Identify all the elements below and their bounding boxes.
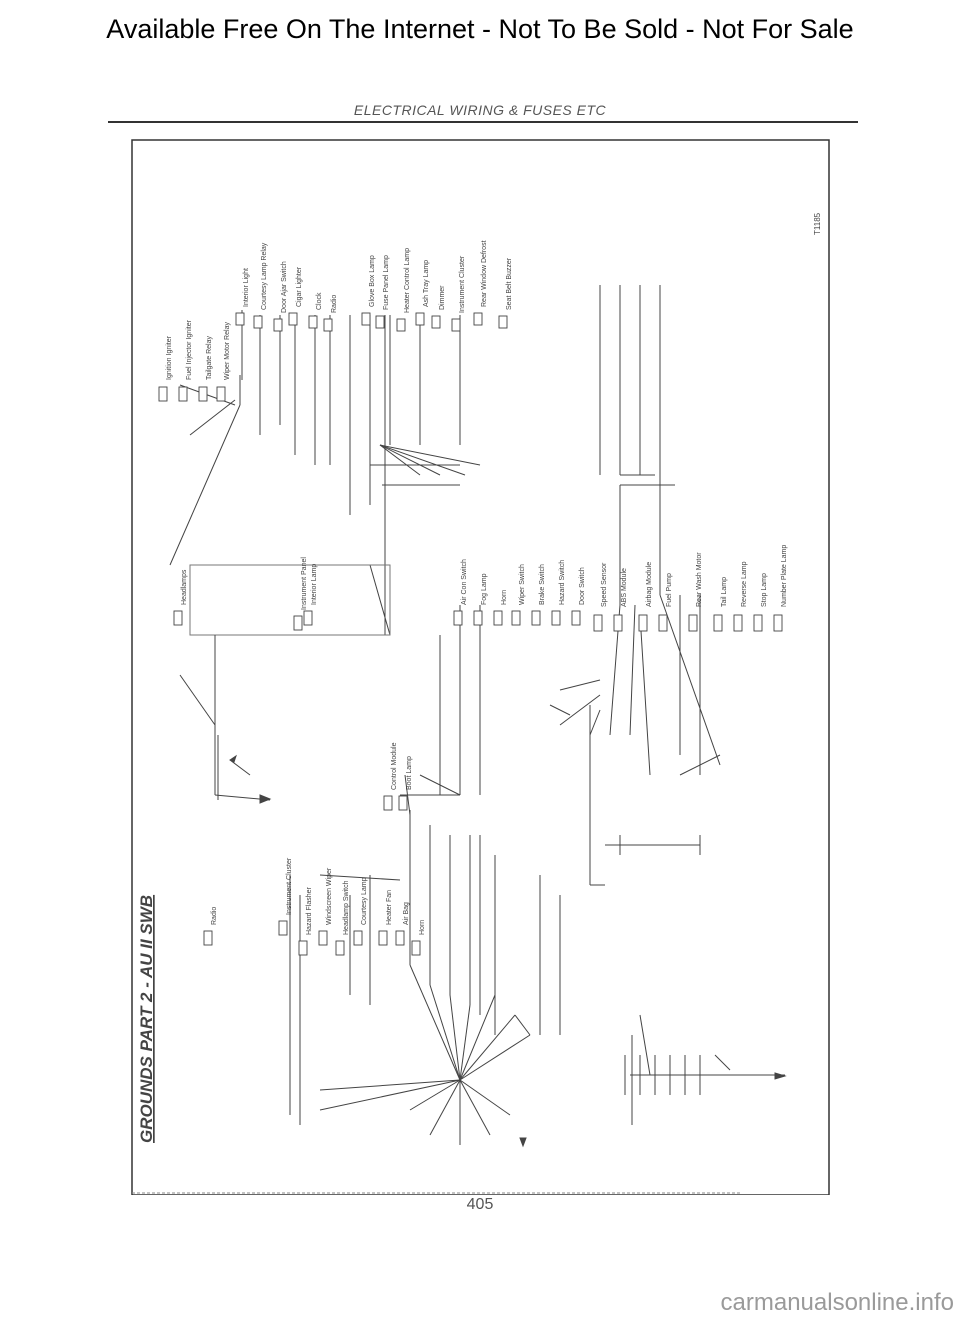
label-upper-1: Courtesy Lamp Relay (261, 242, 268, 310)
connector-center-5 (454, 611, 462, 625)
label-left-4: Headlamp Switch (343, 880, 350, 935)
label-top-2: Tailgate Relay (206, 336, 213, 380)
connector-lower-0 (594, 615, 602, 631)
connector-center-10 (552, 611, 560, 625)
label-lower-1: ABS Module (621, 568, 628, 607)
label-top-3: Wiper Motor Relay (224, 322, 231, 380)
label-center-3: Control Module (391, 742, 398, 790)
label-lower-3: Fuel Pump (666, 573, 673, 607)
connector-top-1 (179, 387, 187, 401)
connector-center-4 (399, 796, 407, 810)
connector-left-4 (336, 941, 344, 955)
connector-left-6 (379, 931, 387, 945)
label-group (166, 240, 788, 935)
watermark-text: carmanualsonline.info (720, 1289, 954, 1316)
label-lower-2: Airbag Module (646, 561, 653, 607)
connector-top-3 (217, 387, 225, 401)
label-left-5: Courtesy Lamp (361, 877, 368, 925)
label-lower-6: Reverse Lamp (741, 561, 748, 607)
connector-left-3 (319, 931, 327, 945)
connector-upper-5 (324, 319, 332, 331)
connector-lower-7 (754, 615, 762, 631)
label-left-2: Hazard Flasher (306, 887, 313, 935)
label-left-3: Windscreen Wiper (326, 867, 333, 925)
connector-left-0 (204, 931, 212, 945)
connector-left-7 (396, 931, 404, 945)
connector-left-2 (299, 941, 307, 955)
connector-upper-11 (452, 319, 460, 331)
connector-top-2 (199, 387, 207, 401)
label-left-8: Horn (419, 919, 426, 935)
diagram-title: GROUNDS PART 2 - AU II SWB (137, 894, 156, 1143)
connector-lower-3 (659, 615, 667, 631)
label-center-6: Fog Lamp (481, 573, 488, 605)
connector-upper-2 (274, 319, 282, 331)
label-left-1: Instrument Cluster (286, 857, 293, 915)
connector-center-8 (512, 611, 520, 625)
connector-center-2 (304, 611, 312, 625)
connector-center-11 (572, 611, 580, 625)
connector-lower-5 (714, 615, 722, 631)
connector-upper-7 (376, 316, 384, 328)
connector-upper-0 (236, 313, 244, 325)
connector-upper-3 (289, 313, 297, 325)
connector-lower-1 (614, 615, 622, 631)
label-center-5: Air Con Switch (461, 559, 468, 605)
ground-symbol-group (230, 756, 785, 1146)
label-center-1: Instrument Panel (301, 557, 308, 610)
label-center-11: Door Switch (579, 567, 586, 605)
connector-lower-2 (639, 615, 647, 631)
label-top-0: Ignition Igniter (166, 336, 173, 380)
ground-junction-star (320, 965, 530, 1145)
label-center-2: Interior Lamp (311, 563, 318, 605)
label-lower-7: Stop Lamp (761, 573, 768, 607)
label-upper-9: Ash Tray Lamp (423, 259, 430, 307)
label-left-7: Air Bag (403, 902, 410, 925)
diagram-canvas (120, 135, 840, 1195)
connector-center-7 (494, 611, 502, 625)
label-lower-5: Tail Lamp (721, 577, 728, 607)
connector-center-1 (294, 616, 302, 630)
label-upper-8: Heater Control Lamp (404, 248, 411, 313)
wire-group (170, 285, 785, 1145)
label-upper-2: Door Ajar Switch (281, 261, 288, 313)
label-upper-13: Seat Belt Buzzer (506, 257, 513, 310)
connector-lower-6 (734, 615, 742, 631)
connector-upper-12 (474, 313, 482, 325)
page-number: 405 (466, 1196, 494, 1213)
label-center-4: Boot Lamp (406, 756, 413, 790)
connector-upper-1 (254, 316, 262, 328)
connector-upper-8 (397, 319, 405, 331)
label-center-8: Wiper Switch (519, 564, 526, 605)
connector-lower-4 (689, 615, 697, 631)
label-left-0: Radio (211, 906, 218, 925)
connector-upper-9 (416, 313, 424, 325)
connector-upper-13 (499, 316, 507, 328)
label-center-0: Headlamps (181, 569, 188, 605)
connector-left-5 (354, 931, 362, 945)
label-upper-3: Cigar Lighter (296, 266, 303, 307)
label-left-6: Heater Fan (386, 889, 393, 925)
connector-center-3 (384, 796, 392, 810)
label-upper-4: Clock (316, 292, 323, 310)
label-upper-10: Dimmer (439, 285, 446, 310)
label-center-10: Hazard Switch (559, 559, 566, 605)
banner-notice: Available Free On The Internet - Not To Be Sold - Not For Sale (106, 14, 854, 44)
label-lower-8: Number Plate Lamp (781, 544, 788, 607)
section-header: ELECTRICAL WIRING & FUSES ETC (353, 102, 607, 118)
connector-upper-10 (432, 316, 440, 328)
connector-upper-4 (309, 316, 317, 328)
connector-lower-8 (774, 615, 782, 631)
connector-left-1 (279, 921, 287, 935)
label-lower-0: Speed Sensor (601, 562, 608, 607)
connector-left-8 (412, 941, 420, 955)
label-lower-4: Rear Wash Motor (696, 552, 703, 607)
label-top-1: Fuel Injector Igniter (186, 320, 193, 380)
label-upper-0: Interior Light (243, 268, 250, 307)
connector-center-9 (532, 611, 540, 625)
header-rule (108, 121, 858, 123)
connector-top-0 (159, 387, 167, 401)
label-upper-5: Radio (331, 294, 338, 313)
label-center-7: Horn (501, 589, 508, 605)
label-upper-6: Glove Box Lamp (369, 255, 376, 307)
wiring-diagram (120, 135, 840, 1195)
label-upper-12: Rear Window Defrost (481, 240, 488, 307)
label-center-9: Brake Switch (539, 564, 546, 605)
connector-center-0 (174, 611, 182, 625)
connector-center-6 (474, 611, 482, 625)
connector-upper-6 (362, 313, 370, 325)
label-upper-7: Fuse Panel Lamp (383, 255, 390, 310)
label-upper-11: Instrument Cluster (459, 255, 466, 313)
sheet-code: T1185 (813, 212, 822, 235)
